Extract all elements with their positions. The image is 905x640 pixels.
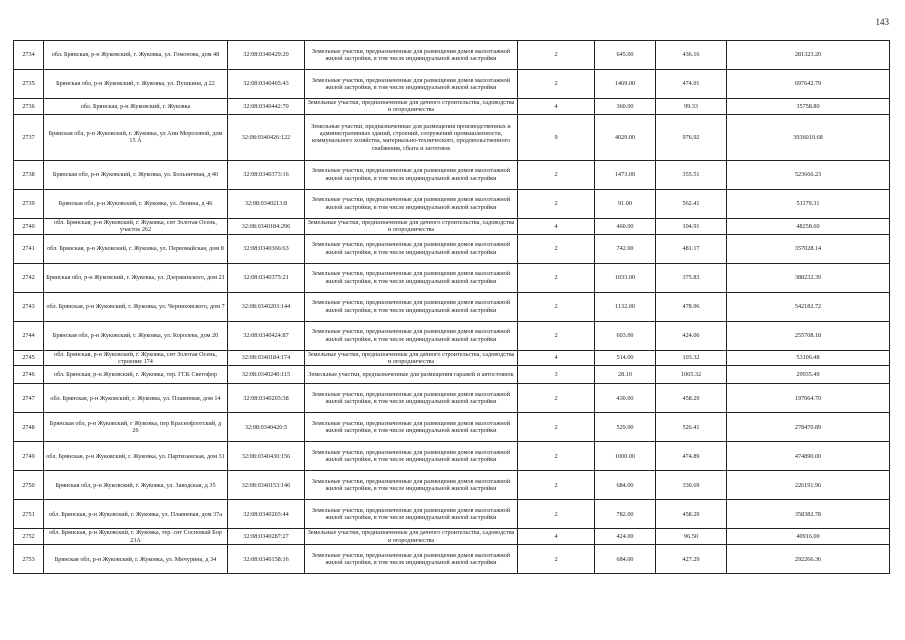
cell-row-number: 2741: [14, 234, 44, 263]
cell-group-number: 2: [518, 545, 595, 574]
table-row: [14, 384, 890, 413]
cell-row-number: 2738: [14, 160, 44, 189]
cell-row-number: 2751: [14, 500, 44, 529]
cell-specific-value: 375.83: [656, 263, 727, 292]
cell-address: обл. Брянская, р-н Жуковский, г. Жуковка: [44, 99, 228, 115]
cell-cadastral-value: 358382.78: [727, 500, 890, 529]
cell-specific-value: 562.41: [656, 189, 727, 218]
table-row: [14, 41, 890, 70]
cell-cadastral-number: 32:08:0340375:21: [228, 263, 305, 292]
cell-land-use: Земельные участки, предназначенные для размещения домов малоэтажной жилой застройки, в том числе индивидуальной жилой застройки: [305, 413, 518, 442]
cell-group-number: 2: [518, 442, 595, 471]
cell-group-number: 2: [518, 160, 595, 189]
table-row: [14, 321, 890, 350]
cell-cadastral-value: 357028.14: [727, 234, 890, 263]
cell-specific-value: 478.96: [656, 292, 727, 321]
cell-specific-value: 103.32: [656, 350, 727, 366]
table-row: [14, 160, 890, 189]
cell-area: 1132.00: [595, 292, 656, 321]
cell-land-use: Земельные участки, предназначенные для дачного строительства, садоводства и огородничества: [305, 99, 518, 115]
cell-group-number: 2: [518, 292, 595, 321]
cell-area: 684.00: [595, 545, 656, 574]
cell-specific-value: 481.17: [656, 234, 727, 263]
cell-land-use: Земельные участки, предназначенные для размещения домов малоэтажной жилой застройки, в том числе индивидуальной жилой застройки: [305, 500, 518, 529]
cell-address: Брянская обл, р-н Жуковский, г. Жуковка, ул Ани Морозовой, дом 15 А: [44, 114, 228, 160]
cell-cadastral-value: 40916.00: [727, 529, 890, 545]
cell-cadastral-value: 35758.80: [727, 99, 890, 115]
cell-row-number: 2735: [14, 70, 44, 99]
cell-area: 1473.00: [595, 160, 656, 189]
cell-group-number: 4: [518, 529, 595, 545]
cell-specific-value: 104.91: [656, 218, 727, 234]
cell-cadastral-number: 32:08:0340203:144: [228, 292, 305, 321]
cell-cadastral-value: 226191.96: [727, 471, 890, 500]
cell-row-number: 2739: [14, 189, 44, 218]
cell-area: 645.00: [595, 41, 656, 70]
table-row: [14, 471, 890, 500]
cell-row-number: 2748: [14, 413, 44, 442]
cell-address: обл. Брянская, р-н Жуковский, г. Жуковка, тер. ГСК Светофор: [44, 366, 228, 384]
cell-group-number: 2: [518, 234, 595, 263]
table-row: [14, 292, 890, 321]
cell-cadastral-number: 32:08:0340366:63: [228, 234, 305, 263]
cell-group-number: 4: [518, 218, 595, 234]
cell-specific-value: 474.89: [656, 442, 727, 471]
cell-group-number: 2: [518, 189, 595, 218]
cell-address: обл. Брянская, р-н Жуковский, г. Жуковка, ул. Плавневая, дом 37а: [44, 500, 228, 529]
cell-cadastral-value: 523666.23: [727, 160, 890, 189]
cell-area: 460.00: [595, 218, 656, 234]
cell-specific-value: 99.33: [656, 99, 727, 115]
cell-land-use: Земельные участки, предназначенные для размещения домов малоэтажной жилой застройки, в том числе индивидуальной жилой застройки: [305, 160, 518, 189]
table-row: [14, 70, 890, 99]
cell-address: Брянская обл, р-н Жуковский, г. Жуковка, ул. Мичурина, д 34: [44, 545, 228, 574]
cell-cadastral-number: 32:08:0340430:156: [228, 442, 305, 471]
cell-specific-value: 458.29: [656, 384, 727, 413]
cell-group-number: 4: [518, 99, 595, 115]
cell-area: 1000.00: [595, 442, 656, 471]
page-number: 143: [875, 17, 889, 27]
cell-cadastral-value: 48258.60: [727, 218, 890, 234]
cell-cadastral-number: 32:08:0340240:115: [228, 366, 305, 384]
cell-cadastral-value: 474890.00: [727, 442, 890, 471]
cell-cadastral-value: 542182.72: [727, 292, 890, 321]
cell-cadastral-number: 32:08:0340184:174: [228, 350, 305, 366]
table-row: [14, 189, 890, 218]
cell-land-use: Земельные участки, предназначенные для размещения домов малоэтажной жилой застройки, в том числе индивидуальной жилой застройки: [305, 321, 518, 350]
cell-cadastral-value: 292266.36: [727, 545, 890, 574]
cell-cadastral-number: 32:08:0340203:44: [228, 500, 305, 529]
cell-row-number: 2736: [14, 99, 44, 115]
table-row: [14, 413, 890, 442]
cell-cadastral-number: 32:08:0340213:8: [228, 189, 305, 218]
cell-cadastral-value: 3936010.68: [727, 114, 890, 160]
cell-cadastral-value: 197064.70: [727, 384, 890, 413]
cell-area: 1469.00: [595, 70, 656, 99]
cell-row-number: 2744: [14, 321, 44, 350]
cell-address: обл. Брянская, р-н Жуковский, г. Жуковка, ул. Плавневая, дом 14: [44, 384, 228, 413]
cell-group-number: 2: [518, 321, 595, 350]
cell-land-use: Земельные участки, предназначенные для размещения домов малоэтажной жилой застройки, в том числе индивидуальной жилой застройки: [305, 70, 518, 99]
cell-group-number: 3: [518, 366, 595, 384]
cell-address: обл. Брянская, р-н Жуковский, г. Жуковка, ул. Партизанская, дом 31: [44, 442, 228, 471]
cell-land-use: Земельные участки, предназначенные для размещения домов малоэтажной жилой застройки, в том числе индивидуальной жилой застройки: [305, 384, 518, 413]
table-row: [14, 234, 890, 263]
cell-cadastral-number: 32:08:0340373:16: [228, 160, 305, 189]
table-row: [14, 500, 890, 529]
cell-address: Брянская обл, р-н Жуковский, г. Жуковка, ул. Ленина, д 46: [44, 189, 228, 218]
cell-row-number: 2740: [14, 218, 44, 234]
table-row: [14, 218, 890, 234]
cell-area: 529.00: [595, 413, 656, 442]
cell-area: 424.00: [595, 529, 656, 545]
cell-area: 430.00: [595, 384, 656, 413]
cell-cadastral-number: 32:08:0340424:87: [228, 321, 305, 350]
cell-address: Брянская обл, р-н Жуковский, г. Жуковка, ул. Дзержинского, дом 21: [44, 263, 228, 292]
cell-cadastral-value: 255708.18: [727, 321, 890, 350]
cell-address: Брянская обл, р-н Жуковский, г Жуковка, пер Краснофлотский, д 26: [44, 413, 228, 442]
cell-specific-value: 1065.32: [656, 366, 727, 384]
cell-group-number: 2: [518, 500, 595, 529]
cell-land-use: Земельные участки, предназначенные для размещения домов малоэтажной жилой застройки, в том числе индивидуальной жилой застройки: [305, 234, 518, 263]
cell-row-number: 2742: [14, 263, 44, 292]
cell-group-number: 2: [518, 263, 595, 292]
cell-group-number: 2: [518, 384, 595, 413]
cell-address: обл. Брянская, р-н Жуковский, г. Жуковка, снт Золотая Осень, участок 262: [44, 218, 228, 234]
cell-specific-value: 436.16: [656, 41, 727, 70]
cell-address: обл. Брянская, р-н Жуковский, г. Жуковка, снт Золотая Осень, строение 174: [44, 350, 228, 366]
cell-address: Брянская обл, р-н Жуковский, г. Жуковка, ул. Пушкина, д 22: [44, 70, 228, 99]
cell-land-use: Земельные участки, предназначенные для размещения гаражей и автостоянок: [305, 366, 518, 384]
cell-address: Брянская обл, р-н Жуковский, г. Жуковка, ул. Больничная, д 40: [44, 160, 228, 189]
cell-land-use: Земельные участки, предназначенные для дачного строительства, садоводства и огородничества: [305, 350, 518, 366]
cell-land-use: Земельные участки, предназначенные для размещения домов малоэтажной жилой застройки, в том числе индивидуальной жилой застройки: [305, 442, 518, 471]
cell-specific-value: 96.50: [656, 529, 727, 545]
cell-area: 782.00: [595, 500, 656, 529]
cell-area: 28.10: [595, 366, 656, 384]
cell-row-number: 2747: [14, 384, 44, 413]
cell-row-number: 2734: [14, 41, 44, 70]
table-row: [14, 350, 890, 366]
cell-row-number: 2753: [14, 545, 44, 574]
cell-area: 514.00: [595, 350, 656, 366]
cell-address: обл. Брянская, р-н Жуковский, г. Жуковка, ул. Черняховского, дом 7: [44, 292, 228, 321]
cell-specific-value: 474.91: [656, 70, 727, 99]
cell-group-number: 4: [518, 350, 595, 366]
cell-specific-value: 976.92: [656, 114, 727, 160]
cell-land-use: Земельные участки, предназначенные для размещения домов малоэтажной жилой застройки, в том числе индивидуальной жилой застройки: [305, 545, 518, 574]
cell-land-use: Земельные участки, предназначенные для размещения домов малоэтажной жилой застройки, в том числе индивидуальной жилой застройки: [305, 263, 518, 292]
cell-address: Брянская обл, р-н Жуковский, г. Жуковка, ул. Королева, дом 20: [44, 321, 228, 350]
cell-cadastral-number: 32:08:0340426:122: [228, 114, 305, 160]
cell-cadastral-value: 53106.48: [727, 350, 890, 366]
cell-land-use: Земельные участки, предназначенные для размещения домов малоэтажной жилой застройки, в том числе индивидуальной жилой застройки: [305, 41, 518, 70]
cell-specific-value: 427.29: [656, 545, 727, 574]
cadastral-registry-table: [13, 40, 890, 574]
table-row: [14, 529, 890, 545]
cell-area: 4029.00: [595, 114, 656, 160]
cell-area: 1033.00: [595, 263, 656, 292]
cell-cadastral-value: 281323.20: [727, 41, 890, 70]
cell-specific-value: 424.06: [656, 321, 727, 350]
cell-cadastral-number: 32:08:0340420:5: [228, 413, 305, 442]
table-row: [14, 263, 890, 292]
cell-cadastral-number: 32:08:0340429:20: [228, 41, 305, 70]
cell-land-use: Земельные участки, предназначенные для размещения домов малоэтажной жилой застройки, в том числе индивидуальной жилой застройки: [305, 292, 518, 321]
cell-land-use: Земельные участки, предназначенные для размещения домов малоэтажной жилой застройки, в том числе индивидуальной жилой застройки: [305, 471, 518, 500]
cell-group-number: 2: [518, 41, 595, 70]
table-body: [14, 41, 890, 574]
cell-cadastral-value: 278470.89: [727, 413, 890, 442]
cell-group-number: 2: [518, 471, 595, 500]
table-row: [14, 114, 890, 160]
cell-area: 742.00: [595, 234, 656, 263]
cell-address: обл. Брянская, р-н Жуковский, г. Жуковка, тер. снт Сосновый Бор 23А: [44, 529, 228, 545]
cell-group-number: 2: [518, 413, 595, 442]
cell-row-number: 2745: [14, 350, 44, 366]
cell-cadastral-value: 29935.49: [727, 366, 890, 384]
cell-cadastral-number: 32:08:0340287:27: [228, 529, 305, 545]
cell-cadastral-value: 697642.79: [727, 70, 890, 99]
cell-specific-value: 526.41: [656, 413, 727, 442]
cell-address: обл. Брянская, р-н Жуковский, г. Жуковка, ул. Первомайская, дом 8: [44, 234, 228, 263]
table-row: [14, 99, 890, 115]
table-row: [14, 442, 890, 471]
cell-cadastral-number: 32:08:0340203:38: [228, 384, 305, 413]
cell-area: 360.00: [595, 99, 656, 115]
cell-land-use: Земельные участки, предназначенные для размещения домов малоэтажной жилой застройки, в том числе индивидуальной жилой застройки: [305, 189, 518, 218]
cell-area: 91.00: [595, 189, 656, 218]
cell-address: обл. Брянская, р-н Жуковский, г. Жуковка, ул. Гомонова, дом 48: [44, 41, 228, 70]
cell-specific-value: 355.51: [656, 160, 727, 189]
cell-row-number: 2746: [14, 366, 44, 384]
table-row: [14, 545, 890, 574]
cell-land-use: Земельные участки, предназначенные для размещения производственных и административных зданий, строений, сооружений промышленности, коммунального хозяйства, материально-технического, продовольственного снабжения, сбыта и заготовок: [305, 114, 518, 160]
cell-cadastral-value: 51179.31: [727, 189, 890, 218]
cell-specific-value: 330.69: [656, 471, 727, 500]
cell-cadastral-number: 32:08:0340465:43: [228, 70, 305, 99]
cell-row-number: 2749: [14, 442, 44, 471]
cell-cadastral-number: 32:08:0340442:70: [228, 99, 305, 115]
cell-cadastral-value: 388232.39: [727, 263, 890, 292]
cell-row-number: 2752: [14, 529, 44, 545]
cell-land-use: Земельные участки, предназначенные для дачного строительства, садоводства и огородничества: [305, 529, 518, 545]
cell-area: 603.00: [595, 321, 656, 350]
cell-row-number: 2743: [14, 292, 44, 321]
cell-group-number: 9: [518, 114, 595, 160]
cell-area: 684.00: [595, 471, 656, 500]
cell-row-number: 2737: [14, 114, 44, 160]
cell-address: Брянская обл, р-н Жуковский, г. Жуковка, ул. Заводская, д 35: [44, 471, 228, 500]
cell-cadastral-number: 32:08:0340153:146: [228, 471, 305, 500]
cell-land-use: Земельные участки, предназначенные для дачного строительства, садоводства и огородничества: [305, 218, 518, 234]
cell-specific-value: 458.29: [656, 500, 727, 529]
cell-group-number: 2: [518, 70, 595, 99]
cell-cadastral-number: 32:08:0340184:296: [228, 218, 305, 234]
cell-cadastral-number: 32:08:0340158:16: [228, 545, 305, 574]
cell-row-number: 2750: [14, 471, 44, 500]
table-row: [14, 366, 890, 384]
